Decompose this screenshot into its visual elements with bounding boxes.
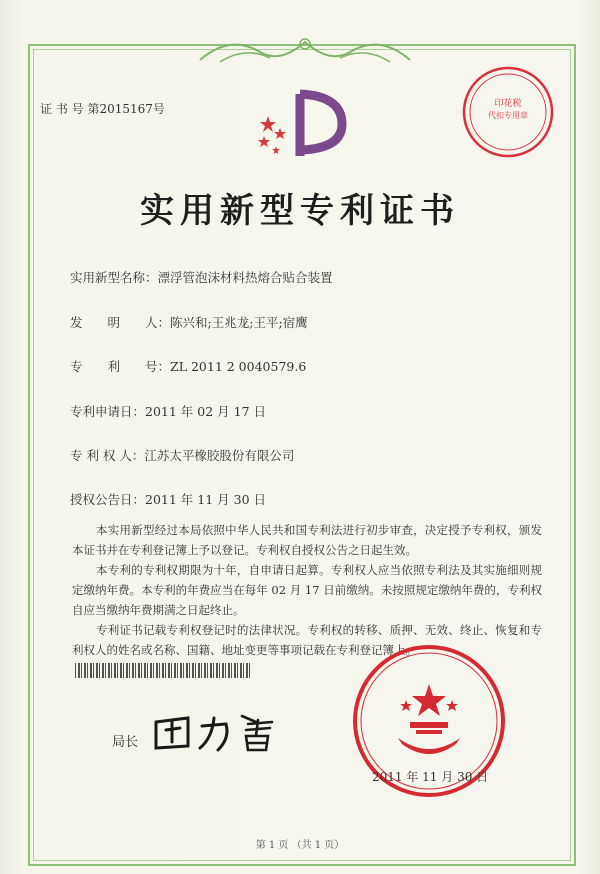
paragraph-legal-status: 专利证书记载专利权登记时的法律状况。专利权的转移、质押、无效、终止、恢复和专利权人的姓名或名称、国籍、地址变更等事项记载在专利登记簿上。 — [72, 623, 542, 657]
field-label: 专 利 号： — [70, 359, 171, 374]
field-value: 陈兴和;王兆龙;王平;宿鹰 — [170, 315, 308, 330]
certificate-number: 证 书 号 第2015167号 — [40, 102, 165, 116]
svg-text:代扣专用章: 代扣专用章 — [488, 111, 528, 120]
director-label: 局长 — [112, 735, 139, 750]
paragraph-grant: 本实用新型经过本局依照中华人民共和国专利法进行初步审查，决定授予专利权，颁发本证书并在专利登记簿上予以登记。专利权自授权公告之日起生效。 — [72, 523, 542, 557]
svg-text:印花税: 印花税 — [494, 99, 522, 109]
field-label: 专 利 权 人： — [70, 448, 145, 463]
patent-office-logo-icon — [250, 86, 360, 164]
field-inventors — [70, 313, 308, 331]
tax-stamp-seal — [458, 62, 558, 162]
field-label: 实用新型名称： — [70, 270, 158, 285]
field-value: ZL 2011 2 0040579.6 — [170, 359, 307, 374]
page-number-footer: 第 1 页 （共 1 页） — [255, 840, 345, 851]
director-signature — [148, 708, 288, 756]
field-model-name — [70, 268, 333, 286]
field-label: 专利申请日： — [70, 404, 146, 419]
field-value: 2011 年 11 月 30 日 — [145, 492, 267, 507]
seal-date: 2011 年 11 月 30 日 — [372, 770, 489, 784]
field-label: 授权公告日： — [70, 492, 146, 507]
field-value: 江苏太平橡胶股份有限公司 — [144, 448, 295, 463]
field-label: 发 明 人： — [70, 315, 171, 330]
paragraph-term: 本专利的专利权期限为十年，自申请日起算。专利权人应当依照专利法及其实施细则规定缴纳年费。本专利的年费应当在每年 02 月 17 日前缴纳。未按照规定缴纳年费的，专利权自应当缴纳年费期满之日起终止。 — [72, 563, 542, 617]
field-patentee — [70, 446, 294, 464]
field-value: 2011 年 02 月 17 日 — [145, 404, 267, 419]
barcode — [75, 663, 250, 678]
field-value: 漂浮管泡沫材料热熔合贴合装置 — [157, 270, 333, 285]
field-filing-date — [70, 402, 266, 420]
ornament-decoration-top — [190, 32, 420, 72]
page-title: 实用新型专利证书 — [140, 191, 460, 231]
field-grant-date — [70, 490, 266, 508]
field-patent-number — [70, 357, 306, 375]
